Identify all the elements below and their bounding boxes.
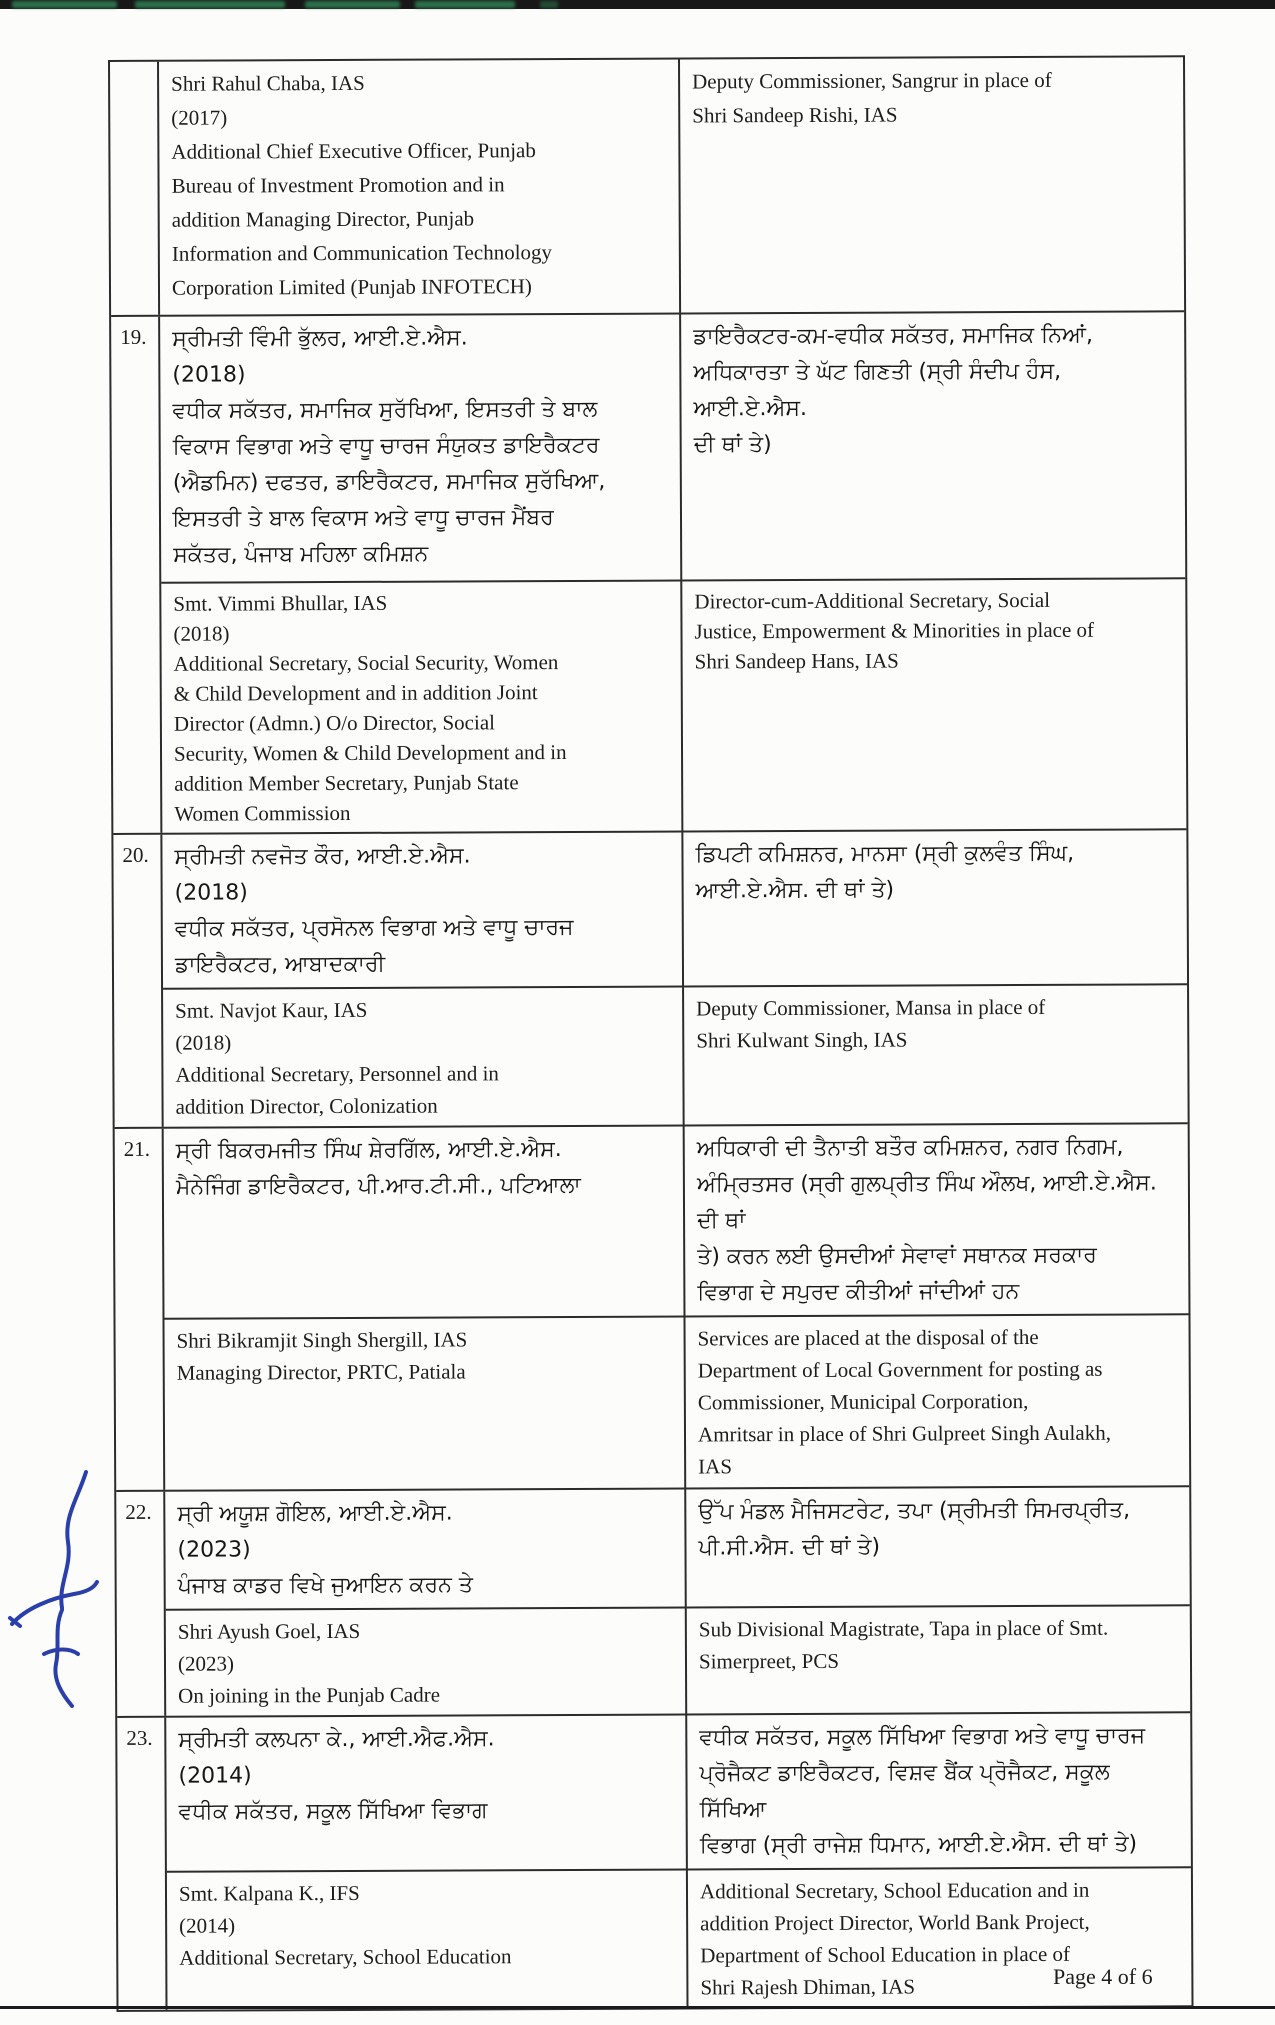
- toner-mark: [305, 1, 400, 8]
- posting-cell-english: Deputy Commissioner, Sangrur in place of Shri Sandeep Rishi, IAS: [692, 67, 1052, 128]
- toner-mark: [135, 1, 285, 8]
- table-row: [117, 1711, 1191, 2010]
- posting-cell-punjabi: ਉੱਪ ਮੰਡਲ ਮੈਜਿਸਟਰੇਟ, ਤਪਾ (ਸ੍ਰੀਮਤੀ ਸਿਮਰਪ੍ਰੀਤ, ਪੀ.ਸੀ.ਐਸ. ਦੀ ਥਾਂ ਤੇ): [698, 1497, 1131, 1561]
- toner-mark: [415, 1, 515, 8]
- postings-table: [108, 55, 1194, 2012]
- scan-bottom-edge-artifact: [0, 2006, 1275, 2009]
- serial-number-cell: [110, 62, 160, 315]
- posting-cell-punjabi: ਵਧੀਕ ਸਕੱਤਰ, ਸਕੂਲ ਸਿੱਖਿਆ ਵਿਭਾਗ ਅਤੇ ਵਾਧੂ ਚਾਰਜ ਪ੍ਰੋਜੈਕਟ ਡਾਇਰੈਕਟਰ, ਵਿਸ਼ਵ ਬੈਂਕ ਪ੍ਰੋਜੈਕਟ, ਸਕੂਲ ਸਿੱਖਿਆ ਵਿਭਾਗ (ਸ੍ਰੀ ਰਾਜੇਸ਼ ਧਿਮਾਨ, ਆਈ.ਏ.ਐਸ. ਦੀ ਥਾਂ ਤੇ): [699, 1723, 1146, 1859]
- toner-mark: [12, 1, 117, 8]
- officer-cell-punjabi: ਸ੍ਰੀਮਤੀ ਨਵਜੋਤ ਕੌਰ, ਆਈ.ਏ.ਐਸ. (2018) ਵਧੀਕ ਸਕੱਤਰ, ਪ੍ਰਸੋਨਲ ਵਿਭਾਗ ਅਤੇ ਵਾਧੂ ਚਾਰਜ ਡਾਇਰੈਕਟਰ, ਆਬਾਦਕਾਰੀ: [162, 832, 684, 987]
- officer-cell-punjabi: ਸ੍ਰੀ ਬਿਕਰਮਜੀਤ ਸਿੰਘ ਸ਼ੇਰਗਿੱਲ, ਆਈ.ਏ.ਐਸ. ਮੈਨੇਜਿੰਗ ਡਾਇਰੈਕਟਰ, ਪੀ.ਆਰ.ਟੀ.ਸੀ., ਪਟਿਆਲਾ: [164, 1126, 686, 1317]
- serial-number-cell: 19.: [111, 317, 162, 833]
- posting-cell-punjabi: ਡਾਇਰੈਕਟਰ-ਕਮ-ਵਧੀਕ ਸਕੱਤਰ, ਸਮਾਜਿਕ ਨਿਆਂ, ਅਧਿਕਾਰਤਾ ਤੇ ਘੱਟ ਗਿਣਤੀ (ਸ੍ਰੀ ਸੰਦੀਪ ਹੰਸ, ਆਈ.ਏ.ਐਸ. ਦੀ ਥਾਂ ਤੇ): [693, 322, 1094, 458]
- officer-cell-punjabi: ਸ੍ਰੀਮਤੀ ਕਲਪਨਾ ਕੇ., ਆਈ.ਐਫ.ਐਸ. (2014) ਵਧੀਕ ਸਕੱਤਰ, ਸਕੂਲ ਸਿੱਖਿਆ ਵਿਭਾਗ: [166, 1715, 688, 1870]
- table-row: [115, 1122, 1190, 1490]
- officer-cell-english: Smt. Vimmi Bhullar, IAS (2018) Additional Secretary, Social Security, Women & Child Development and in addition Joint Director (Admn.) O/o Director, Social Security, Women & Child Development and in addition Member Secretary, Punjab State Women Commission: [161, 579, 683, 832]
- serial-number-cell: 22.: [116, 1492, 166, 1716]
- posting-cell-punjabi: ਡਿਪਟੀ ਕਮਿਸ਼ਨਰ, ਮਾਨਸਾ (ਸ੍ਰੀ ਕੁਲਵੰਤ ਸਿੰਘ, ਆਈ.ਏ.ਐਸ. ਦੀ ਥਾਂ ਤੇ): [695, 840, 1075, 904]
- officer-cell-english: Shri Bikramjit Singh Shergill, IAS Managing Director, PRTC, Patiala: [164, 1315, 686, 1489]
- table-row: [113, 828, 1187, 1127]
- officer-cell-english: Smt. Kalpana K., IFS (2014) Additional Secretary, School Education: [167, 1868, 689, 2009]
- officer-cell-punjabi: ਸ੍ਰੀਮਤੀ ਵਿੰਮੀ ਭੁੱਲਰ, ਆਈ.ਏ.ਐਸ. (2018) ਵਧੀਕ ਸਕੱਤਰ, ਸਮਾਜਿਕ ਸੁਰੱਖਿਆ, ਇਸਤਰੀ ਤੇ ਬਾਲ ਵਿਕਾਸ ਵਿਭਾਗ ਅਤੇ ਵਾਧੂ ਚਾਰਜ ਸੰਯੁਕਤ ਡਾਇਰੈਕਟਰ (ਐਡਮਿਨ) ਦਫਤਰ, ਡਾਇਰੈਕਟਰ, ਸਮਾਜਿਕ ਸੁਰੱਖਿਆ, ਇਸਤਰੀ ਤੇ ਬਾਲ ਵਿਕਾਸ ਅਤੇ ਵਾਧੂ ਚਾਰਜ ਮੈਂਬਰ ਸਕੱਤਰ, ਪੰਜਾਬ ਮਹਿਲਾ ਕਮਿਸ਼ਨ: [160, 315, 682, 582]
- serial-number-cell: 23.: [117, 1718, 167, 2010]
- serial-number-cell: 21.: [115, 1129, 166, 1490]
- table-row: [111, 310, 1186, 833]
- posting-cell-punjabi: ਅਧਿਕਾਰੀ ਦੀ ਤੈਨਾਤੀ ਬਤੌਰ ਕਮਿਸ਼ਨਰ, ਨਗਰ ਨਿਗਮ, ਅੰਮ੍ਰਿਤਸਰ (ਸ੍ਰੀ ਗੁਲਪ੍ਰੀਤ ਸਿੰਘ ਔਲਖ, ਆਈ.ਏ.ਐਸ. ਦੀ ਥਾਂ ਤੇ) ਕਰਨ ਲਈ ਉਸਦੀਆਂ ਸੇਵਾਵਾਂ ਸਥਾਨਕ ਸਰਕਾਰ ਵਿਭਾਗ ਦੇ ਸਪੁਰਦ ਕੀਤੀਆਂ ਜਾਂਦੀਆਂ ਹਨ: [696, 1134, 1157, 1306]
- scan-top-edge-artifact: [0, 0, 1275, 9]
- posting-cell-english: Additional Secretary, School Education and in addition Project Director, World Bank Project, Department of School Education in place of Shri Rajesh Dhiman, IAS: [688, 1866, 1192, 2007]
- serial-number-cell: 20.: [113, 835, 163, 1127]
- officer-cell-english: Shri Rahul Chaba, IAS (2017) Additional Chief Executive Officer, Punjab Bureau of Investment Promotion and in addition Managing Director, Punjab Information and Communication Technology Corporation Limited (Punjab INFOTECH): [159, 60, 681, 315]
- officer-cell-english: Smt. Navjot Kaur, IAS (2018) Additional Secretary, Personnel and in addition Director, Colonization: [163, 985, 685, 1126]
- posting-cell-english: Director-cum-Additional Secretary, Social Justice, Empowerment & Minorities in place of Shri Sandeep Hans, IAS: [682, 577, 1186, 830]
- page-number: Page 4 of 6: [1053, 1964, 1153, 1989]
- posting-cell-english: Services are placed at the disposal of the Department of Local Government for posting as Commissioner, Municipal Corporation, Amritsar in place of Shri Gulpreet Singh Aulakh, IAS: [685, 1313, 1189, 1487]
- officer-cell-punjabi: ਸ੍ਰੀ ਅਯੂਸ਼ ਗੋਇਲ, ਆਈ.ਏ.ਐਸ. (2023) ਪੰਜਾਬ ਕਾਡਰ ਵਿਖੇ ਜੁਆਇਨ ਕਰਨ ਤੇ: [165, 1489, 687, 1608]
- handwritten-signature-mark: [4, 1458, 104, 1713]
- toner-mark: [540, 1, 558, 8]
- posting-cell-english: Sub Divisional Magistrate, Tapa in place of Smt. Simerpreet, PCS: [687, 1604, 1190, 1713]
- table-row: [110, 55, 1184, 315]
- officer-cell-english: Shri Ayush Goel, IAS (2023) On joining in the Punjab Cadre: [166, 1606, 687, 1715]
- posting-cell-english: Deputy Commissioner, Mansa in place of Shri Kulwant Singh, IAS: [684, 983, 1188, 1124]
- table-row: [116, 1485, 1190, 1716]
